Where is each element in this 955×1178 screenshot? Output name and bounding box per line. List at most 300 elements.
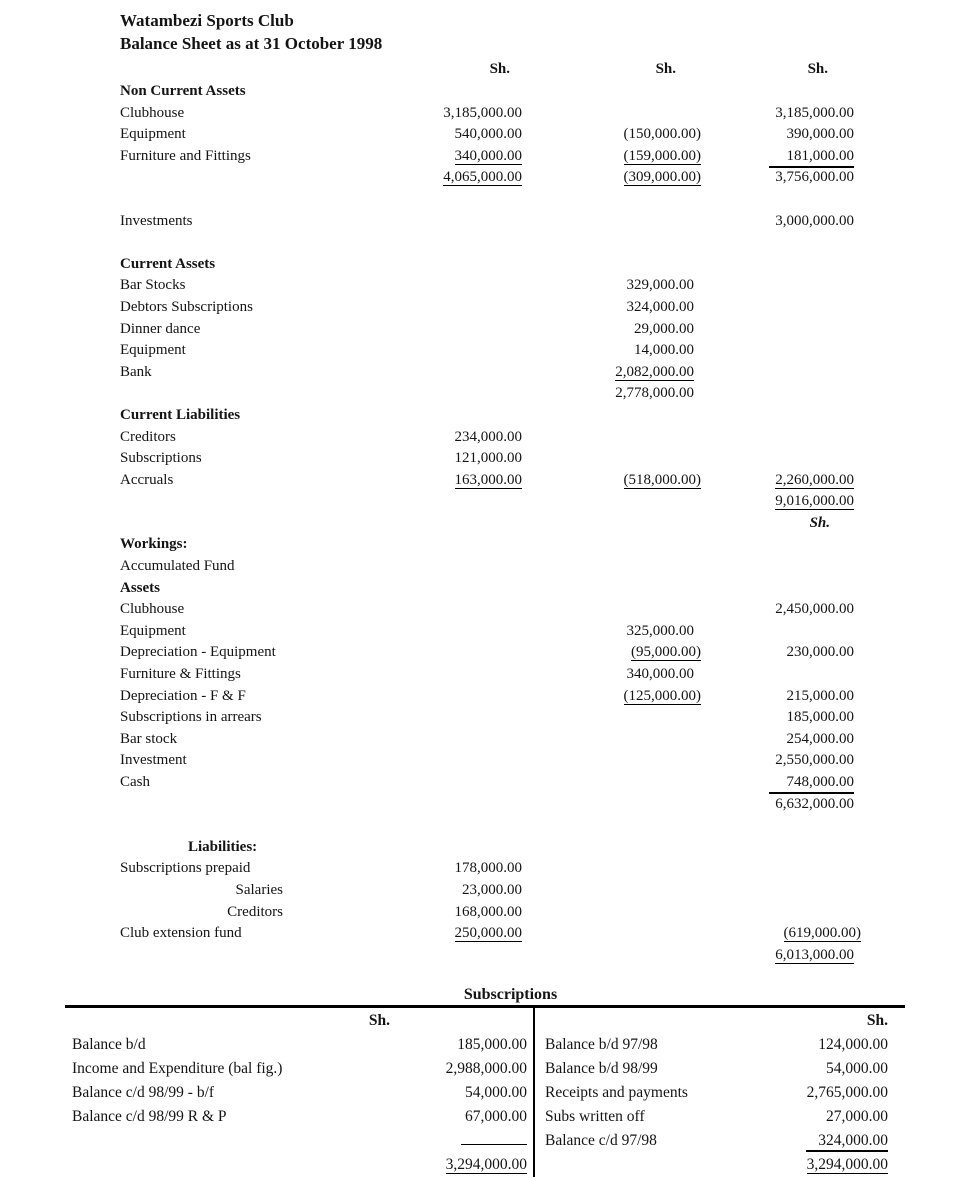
account-row (545, 1033, 888, 1057)
value-column-3 (694, 427, 854, 449)
amount-text: 6,013,000.00 (775, 946, 854, 963)
value-column-1 (402, 750, 522, 772)
value-column-3 (694, 383, 854, 405)
row-label (120, 232, 402, 254)
value-column-2 (522, 254, 694, 276)
amount-text: (95,000.00) (631, 644, 701, 661)
value-column-3 (694, 880, 854, 902)
row-label: Furniture & Fittings (120, 666, 241, 683)
account-entry-label: Income and Expenditure (bal fig.) (72, 1060, 283, 1078)
account-row (72, 1033, 527, 1057)
value-column-1 (402, 534, 522, 556)
value-column-1 (402, 405, 522, 427)
credit-column-header: Sh. (866, 1012, 888, 1030)
value-column-2 (522, 945, 694, 967)
amount-text: 3,294,000.00 (445, 1156, 527, 1174)
value-column-3 (694, 664, 854, 686)
value-column-3 (694, 815, 854, 837)
value-column-1 (402, 923, 522, 945)
balance-sheet-rows (120, 81, 861, 966)
debit-header-spacer (72, 1008, 369, 1033)
amount-text: 2,260,000.00 (775, 471, 854, 488)
value-column-3 (694, 167, 854, 189)
row-label: Depreciation - F & F (120, 687, 246, 704)
account-entry-label (72, 1153, 446, 1177)
value-column-2 (522, 513, 694, 535)
row-label: Depreciation - Equipment (120, 644, 276, 661)
amount-text: 178,000.00 (454, 860, 522, 877)
value-column-2 (522, 858, 694, 880)
value-column-2 (522, 534, 694, 556)
row-label: Equipment (120, 622, 186, 639)
value-column-2 (522, 232, 694, 254)
balance-sheet-row (120, 362, 854, 384)
amount-text: 185,000.00 (786, 709, 854, 726)
debit-header-row (72, 1008, 527, 1033)
value-column-1 (402, 491, 522, 513)
balance-sheet-row (120, 254, 854, 276)
credit-header-spacer (545, 1008, 867, 1033)
balance-sheet-row (120, 837, 854, 859)
row-label: Investment (120, 752, 187, 769)
balance-sheet-row (120, 534, 854, 556)
amount-text: 325,000.00 (626, 622, 694, 639)
row-label (120, 491, 402, 513)
value-column-3 (694, 556, 854, 578)
value-column-3 (694, 405, 854, 427)
value-column-3 (694, 146, 854, 168)
row-label: Creditors (227, 903, 283, 920)
value-column-1 (402, 340, 522, 362)
value-column-2 (522, 167, 701, 189)
balance-sheet-row (120, 578, 854, 600)
account-row (72, 1105, 527, 1129)
account-row (72, 1057, 527, 1081)
account-credit-side (533, 1008, 905, 1177)
row-label (120, 167, 402, 189)
value-column-2 (522, 362, 694, 384)
amount-text: 3,000,000.00 (775, 212, 854, 229)
value-column-3 (694, 621, 854, 643)
amount-text: 324,000.00 (806, 1132, 888, 1152)
value-column-3 (694, 362, 854, 384)
row-label (120, 189, 402, 211)
row-label: Accumulated Fund (120, 558, 235, 575)
row-label: Clubhouse (120, 601, 185, 618)
balance-sheet-row (120, 729, 854, 751)
value-column-1 (402, 707, 522, 729)
balance-sheet-row (120, 383, 854, 405)
value-column-3 (694, 902, 854, 924)
value-column-1 (402, 124, 522, 146)
balance-sheet-row (120, 319, 854, 341)
account-debit-side (65, 1008, 533, 1177)
value-column-2 (522, 664, 694, 686)
balance-sheet-spacer-row (120, 815, 854, 837)
debit-rows (72, 1033, 527, 1177)
value-column-1 (402, 470, 522, 492)
value-column-1 (402, 513, 522, 535)
value-column-2 (522, 470, 701, 492)
value-column-1 (402, 794, 522, 816)
amount-text: 163,000.00 (454, 471, 522, 488)
balance-sheet-row (120, 556, 854, 578)
balance-sheet-row (120, 491, 854, 513)
row-label (120, 945, 402, 967)
amount-text: 27,000.00 (826, 1108, 888, 1126)
balance-sheet-row (120, 124, 854, 146)
account-row (545, 1081, 888, 1105)
account-entry-value (465, 1105, 527, 1129)
account-entry-label: Balance b/d 98/99 (545, 1060, 658, 1078)
value-column-1 (402, 189, 522, 211)
value-column-3 (694, 189, 854, 211)
value-column-3 (694, 232, 854, 254)
value-column-3 (694, 837, 854, 859)
amount-text: 168,000.00 (454, 903, 522, 920)
row-label: Salaries (235, 881, 283, 898)
amount-text: 3,756,000.00 (775, 169, 854, 186)
value-column-1 (402, 815, 522, 837)
value-column-1 (402, 858, 522, 880)
value-column-3 (694, 642, 854, 664)
value-column-1 (402, 945, 522, 967)
amount-text: 329,000.00 (626, 277, 694, 294)
value-column-2 (522, 599, 694, 621)
balance-sheet-row (120, 686, 854, 708)
account-entry-value (826, 1105, 888, 1129)
value-column-2 (522, 923, 694, 945)
document-subtitle: Balance Sheet as at 31 October 1998 (120, 34, 383, 53)
balance-sheet-row (120, 642, 854, 664)
subscriptions-account-title: Subscriptions (463, 986, 558, 1004)
value-column-1 (402, 297, 522, 319)
row-label: Cash (120, 774, 150, 790)
row-label: Assets (120, 579, 160, 596)
value-column-3 (694, 470, 854, 492)
row-label: Clubhouse (120, 104, 185, 121)
value-column-3 (694, 254, 854, 276)
row-label: Bar Stocks (120, 277, 186, 294)
value-column-2 (522, 340, 694, 362)
value-column-3 (694, 81, 854, 103)
balance-sheet-row (120, 275, 854, 297)
balance-sheet-row (120, 103, 854, 125)
balance-sheet (120, 0, 861, 966)
value-column-3 (694, 686, 854, 708)
account-total-row (545, 1153, 888, 1177)
value-column-1 (402, 599, 522, 621)
subscriptions-account-table (65, 1005, 905, 1177)
balance-sheet-row (120, 750, 854, 772)
balance-sheet-row (120, 405, 854, 427)
balance-sheet-row (120, 470, 854, 492)
row-label: Creditors (120, 428, 176, 445)
balance-sheet-spacer-row (120, 189, 854, 211)
value-column-2 (522, 383, 694, 405)
value-column-1 (402, 383, 522, 405)
value-column-1 (402, 211, 522, 233)
row-label: Dinner dance (120, 320, 201, 337)
value-column-1 (402, 902, 522, 924)
row-label: Equipment (120, 342, 186, 359)
value-column-3 (694, 534, 854, 556)
balance-sheet-row (120, 858, 854, 880)
amount-text: 3,185,000.00 (443, 104, 522, 121)
value-column-1 (402, 81, 522, 103)
value-column-3 (694, 340, 854, 362)
amount-text: 340,000.00 (454, 147, 522, 164)
value-column-1 (402, 319, 522, 341)
value-column-2 (522, 405, 694, 427)
value-column-2 (522, 902, 694, 924)
amount-text: 124,000.00 (818, 1036, 888, 1054)
amount-text: 230,000.00 (786, 644, 854, 661)
amount-text: 9,016,000.00 (775, 493, 854, 510)
value-column-1 (402, 427, 522, 449)
account-entry-value (826, 1057, 888, 1081)
value-column-2 (522, 621, 694, 643)
column-header-2: Sh. (655, 61, 676, 77)
value-column-3 (694, 945, 854, 967)
row-label (120, 513, 402, 535)
value-column-2 (522, 211, 694, 233)
amount-text: 121,000.00 (454, 450, 522, 467)
value-column-1 (402, 254, 522, 276)
value-column-2 (522, 319, 694, 341)
row-label: Workings: (120, 536, 188, 553)
account-entry-label: Balance b/d 97/98 (545, 1036, 658, 1054)
account-entry-label: Subs written off (545, 1108, 645, 1126)
balance-sheet-row (120, 772, 854, 794)
value-column-1 (402, 146, 522, 168)
value-column-3 (694, 923, 861, 945)
column-header-spacer (120, 57, 402, 81)
account-entry-value (807, 1153, 888, 1177)
value-column-2 (522, 750, 694, 772)
amount-text: 748,000.00 (769, 774, 855, 794)
amount-text: 2,988,000.00 (445, 1060, 527, 1078)
balance-sheet-row (120, 513, 854, 535)
column-header-1: Sh. (489, 61, 510, 77)
value-column-1 (402, 642, 522, 664)
value-column-2 (522, 880, 694, 902)
value-column-1 (402, 686, 522, 708)
account-entry-label (545, 1153, 807, 1177)
column-headers-row (120, 57, 854, 81)
value-column-3 (694, 448, 854, 470)
value-column-3 (694, 211, 854, 233)
amount-text: Sh. (809, 514, 830, 531)
value-column-2 (522, 491, 694, 513)
row-label (120, 794, 402, 816)
balance-sheet-row (120, 448, 854, 470)
amount-text: 23,000.00 (462, 881, 522, 898)
balance-sheet-row (120, 167, 854, 189)
value-column-1 (402, 729, 522, 751)
value-column-2 (522, 794, 694, 816)
balance-sheet-row (120, 664, 854, 686)
column-header-3: Sh. (807, 61, 828, 77)
amount-text: 181,000.00 (769, 148, 855, 168)
row-label (120, 383, 402, 405)
amount-text: 3,294,000.00 (806, 1156, 888, 1174)
value-column-1 (402, 837, 522, 859)
amount-text: 54,000.00 (826, 1060, 888, 1078)
row-label: Subscriptions in arrears (120, 709, 262, 726)
value-column-2 (522, 837, 694, 859)
amount-text: 185,000.00 (457, 1036, 527, 1054)
value-column-2 (522, 556, 694, 578)
account-entry-value (446, 1057, 527, 1081)
value-column-1 (402, 556, 522, 578)
value-column-3 (694, 599, 854, 621)
value-column-3 (694, 729, 854, 751)
row-label: Club extension fund (120, 925, 242, 942)
value-column-1 (402, 621, 522, 643)
amount-text: 67,000.00 (465, 1108, 527, 1126)
amount-text: 215,000.00 (786, 687, 854, 704)
amount-text: 4,065,000.00 (443, 169, 522, 186)
balance-sheet-row (120, 81, 854, 103)
amount-text: 250,000.00 (454, 925, 522, 942)
amount-text: (125,000.00) (623, 687, 701, 704)
value-column-2 (522, 729, 694, 751)
amount-text: 54,000.00 (465, 1084, 527, 1102)
account-entry-label: Balance c/d 98/99 - b/f (72, 1084, 215, 1102)
balance-sheet-spacer-row (120, 232, 854, 254)
value-column-2 (522, 707, 694, 729)
value-column-2 (522, 642, 701, 664)
value-column-2 (522, 124, 701, 146)
balance-sheet-row (120, 923, 861, 945)
balance-sheet-row (120, 297, 854, 319)
row-label: Current Liabilities (120, 406, 241, 423)
value-column-1 (402, 103, 522, 125)
amount-text: 3,185,000.00 (775, 104, 854, 121)
amount-text: 2,082,000.00 (615, 363, 694, 380)
balance-sheet-row (120, 621, 854, 643)
amount-text: 2,550,000.00 (775, 752, 854, 769)
value-column-2 (522, 578, 694, 600)
amount-text: (150,000.00) (623, 126, 701, 143)
amount-text: (159,000.00) (623, 147, 701, 164)
document-title: Watambezi Sports Club (120, 11, 294, 30)
account-row (545, 1105, 888, 1129)
row-label: Investments (120, 212, 193, 229)
account-entry-label (72, 1129, 461, 1153)
account-entry-value (457, 1033, 527, 1057)
value-column-3 (694, 319, 854, 341)
row-label: Debtors Subscriptions (120, 298, 253, 315)
account-entry-label: Balance b/d (72, 1036, 146, 1054)
value-column-2 (522, 427, 694, 449)
debit-column-header: Sh. (368, 1012, 390, 1030)
value-column-1 (402, 232, 522, 254)
account-entry-value (461, 1129, 527, 1153)
row-label: Accruals (120, 471, 174, 488)
account-entry-value (446, 1153, 527, 1177)
amount-text: 234,000.00 (454, 428, 522, 445)
value-column-3 (694, 750, 854, 772)
amount-text: 540,000.00 (454, 126, 522, 143)
row-label: Subscriptions (120, 450, 202, 467)
value-column-1 (402, 578, 522, 600)
account-row (545, 1057, 888, 1081)
account-row (545, 1129, 888, 1153)
value-column-2 (522, 297, 694, 319)
value-column-2 (522, 448, 694, 470)
account-row (72, 1081, 527, 1105)
value-column-2 (522, 146, 701, 168)
balance-sheet-row (120, 880, 854, 902)
value-column-3 (694, 297, 854, 319)
amount-text: 14,000.00 (634, 342, 694, 359)
balance-sheet-row (120, 211, 854, 233)
account-row (72, 1129, 527, 1153)
account-entry-label: Balance c/d 98/99 R & P (72, 1108, 227, 1126)
amount-text: (619,000.00) (783, 925, 861, 942)
account-entry-value (818, 1033, 888, 1057)
balance-sheet-row (120, 146, 854, 168)
balance-sheet-row (120, 945, 854, 967)
amount-text: 390,000.00 (786, 126, 854, 143)
balance-sheet-row (120, 427, 854, 449)
value-column-1 (402, 362, 522, 384)
amount-text: 29,000.00 (634, 320, 694, 337)
value-column-2 (522, 103, 694, 125)
balance-sheet-row (120, 794, 854, 816)
value-column-2 (522, 275, 694, 297)
amount-text: 2,450,000.00 (775, 601, 854, 618)
value-column-1 (402, 772, 522, 794)
value-column-1 (402, 448, 522, 470)
account-entry-value (806, 1129, 888, 1153)
value-column-1 (402, 275, 522, 297)
value-column-1 (402, 664, 522, 686)
account-total-row (72, 1153, 527, 1177)
row-label: Current Assets (120, 255, 216, 272)
value-column-1 (402, 880, 522, 902)
row-label: Bar stock (120, 730, 178, 747)
amount-text: (309,000.00) (623, 169, 701, 186)
value-column-3 (694, 103, 854, 125)
value-column-3 (694, 794, 854, 816)
credit-rows (545, 1033, 888, 1177)
balance-sheet-row (120, 707, 854, 729)
value-column-3 (694, 513, 854, 535)
amount-text: 2,765,000.00 (806, 1084, 888, 1102)
balance-sheet-row (120, 599, 854, 621)
amount-text: (518,000.00) (623, 471, 701, 488)
row-label: Subscriptions prepaid (120, 860, 251, 877)
account-entry-label: Balance c/d 97/98 (545, 1132, 657, 1150)
value-column-2 (522, 815, 694, 837)
row-label (120, 815, 402, 837)
amount-text: 2,778,000.00 (615, 385, 694, 402)
value-column-2 (522, 81, 694, 103)
value-column-3 (694, 707, 854, 729)
value-column-3 (694, 275, 854, 297)
row-label: Furniture and Fittings (120, 147, 251, 164)
row-label: Equipment (120, 126, 186, 143)
amount-text: 340,000.00 (626, 666, 694, 683)
balance-sheet-row (120, 902, 854, 924)
balance-sheet-row (120, 340, 854, 362)
row-label: Non Current Assets (120, 83, 246, 99)
amount-text: 254,000.00 (786, 730, 854, 747)
value-column-3 (694, 858, 854, 880)
